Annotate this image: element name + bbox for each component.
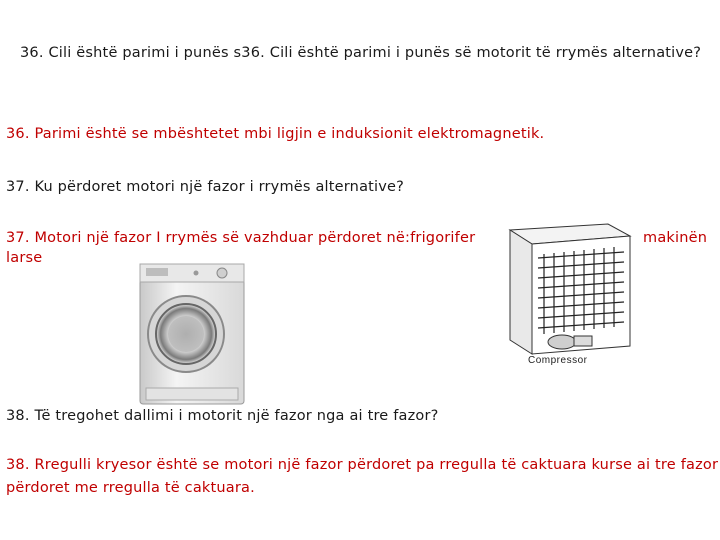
washing-machine-image <box>136 262 248 408</box>
compressor-label: Compressor <box>528 355 588 366</box>
answer-37-line1: 37. Motori një fazor I rrymës së vazhduar përdoret në:frigorifer <box>6 230 476 246</box>
question-38: 38. Të tregohet dallimi i motorit një fazor nga ai tre fazor? <box>6 408 439 424</box>
refrigerator-image <box>498 222 644 360</box>
answer-37-line2: larse <box>6 250 43 266</box>
answer-36: 36. Parimi është se mbështetet mbi ligjin e induksionit elektromagnetik. <box>6 126 545 142</box>
question-36-title: 36. Cili është parimi i punës s36. Cili është parimi i punës së motorit të rrymës alternative? <box>20 45 702 61</box>
question-37: 37. Ku përdoret motori një fazor i rrymës alternative? <box>6 179 405 195</box>
answer-37-line1-end: makinën <box>643 230 708 246</box>
answer-38-line1: 38. Rregulli kryesor është se motori një fazor përdoret pa rregulla të caktuara kurse ai tre fazor <box>6 457 719 473</box>
answer-38-line2: përdoret me rregulla të caktuara. <box>6 480 255 496</box>
